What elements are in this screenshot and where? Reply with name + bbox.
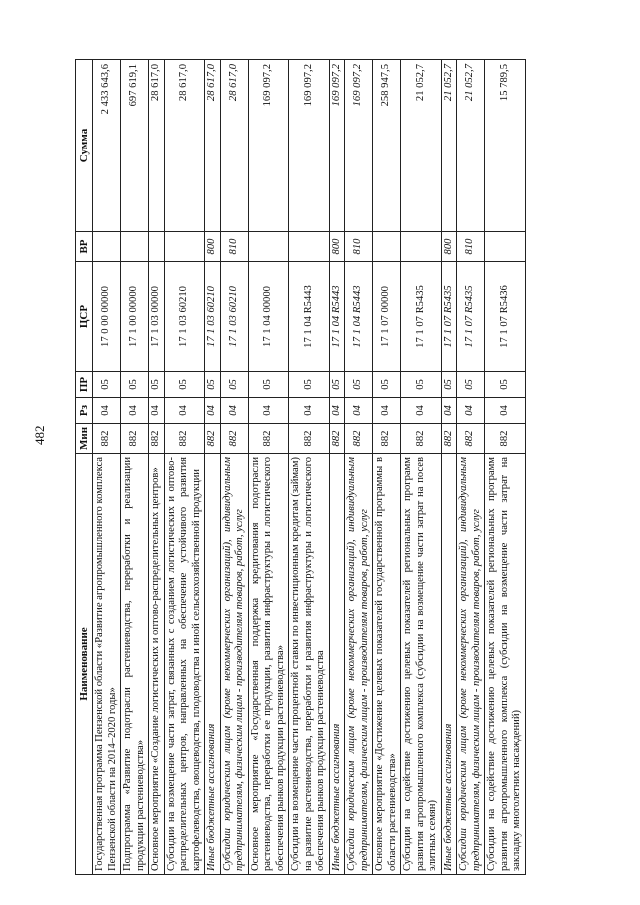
cell-min: 882 <box>289 424 330 454</box>
table-row <box>401 60 442 875</box>
table-row <box>289 60 330 875</box>
cell-csr: 17 1 03 60210 <box>205 262 221 372</box>
header-sum: Сумма <box>76 60 93 232</box>
cell-vr <box>93 232 121 262</box>
cell-sum: 21 052,7 <box>441 60 457 232</box>
cell-vr <box>373 232 401 262</box>
cell-name: Субсидии на содействие достижению целевых показателей региональных программ развития агропромышленного комплекса (субсидии на возмещение части затрат на закладку многолетних насаждений) <box>485 454 526 875</box>
cell-name: Государственная программа Пензенской области «Развитие агропромышленного комплекса Пензенской области на 2014–2020 годы» <box>93 454 121 875</box>
cell-csr: 17 1 04 00000 <box>248 262 289 372</box>
cell-sum: 697 619,1 <box>121 60 149 232</box>
cell-csr: 17 1 07 R5435 <box>457 262 485 372</box>
cell-pr: 05 <box>401 372 442 398</box>
cell-pr: 05 <box>345 372 373 398</box>
table-row <box>329 60 345 875</box>
cell-vr: 800 <box>441 232 457 262</box>
cell-name: Субсидии на возмещение части процентной ставки по инвестиционным кредитам (займам) на развитие растениеводства, переработки и развития инфраструктуры и логистического обеспечения рынков продукции растениеводства <box>289 454 330 875</box>
cell-min: 882 <box>220 424 248 454</box>
cell-pr: 05 <box>373 372 401 398</box>
cell-csr: 17 1 03 60210 <box>164 262 205 372</box>
table-row <box>164 60 205 875</box>
rotated-table-container <box>75 60 580 875</box>
cell-min: 882 <box>149 424 165 454</box>
cell-rz: 04 <box>373 398 401 424</box>
cell-rz: 04 <box>329 398 345 424</box>
cell-csr: 17 1 03 60210 <box>220 262 248 372</box>
cell-pr: 05 <box>164 372 205 398</box>
cell-vr: 810 <box>345 232 373 262</box>
header-min: Мин <box>76 424 93 454</box>
cell-pr: 05 <box>149 372 165 398</box>
cell-pr: 05 <box>457 372 485 398</box>
cell-vr <box>164 232 205 262</box>
cell-sum: 21 052,7 <box>457 60 485 232</box>
cell-rz: 04 <box>149 398 165 424</box>
cell-sum: 258 947,5 <box>373 60 401 232</box>
cell-pr: 05 <box>220 372 248 398</box>
table-row <box>220 60 248 875</box>
cell-vr: 800 <box>205 232 221 262</box>
cell-rz: 04 <box>205 398 221 424</box>
table-row <box>248 60 289 875</box>
cell-pr: 05 <box>329 372 345 398</box>
cell-sum: 2 433 643,6 <box>93 60 121 232</box>
cell-sum: 169 097,2 <box>248 60 289 232</box>
cell-rz: 04 <box>248 398 289 424</box>
table-row <box>149 60 165 875</box>
cell-rz: 04 <box>345 398 373 424</box>
cell-name: Субсидии юридическим лицам (кроме некоммерческих организаций), индивидуальным предпринимателям, физическим лицам - производителям товаров, работ, услуг <box>345 454 373 875</box>
cell-csr: 17 1 07 R5436 <box>485 262 526 372</box>
table-row <box>93 60 121 875</box>
cell-vr: 810 <box>220 232 248 262</box>
header-pr: ПР <box>76 372 93 398</box>
cell-name: Субсидии юридическим лицам (кроме некоммерческих организаций), индивидуальным предпринимателям, физическим лицам - производителям товаров, работ, услуг <box>457 454 485 875</box>
cell-min: 882 <box>345 424 373 454</box>
cell-name: Основное мероприятие «Достижение целевых показателей государственной программы в области растениеводства» <box>373 454 401 875</box>
cell-csr: 17 1 04 R5443 <box>329 262 345 372</box>
header-name: Наименование <box>76 454 93 875</box>
page-number: 482 <box>32 425 47 445</box>
cell-csr: 17 1 04 R5443 <box>289 262 330 372</box>
cell-sum: 28 617,0 <box>164 60 205 232</box>
cell-rz: 04 <box>441 398 457 424</box>
cell-rz: 04 <box>457 398 485 424</box>
budget-table <box>75 59 526 875</box>
cell-csr: 17 1 07 R5435 <box>401 262 442 372</box>
header-vr: ВР <box>76 232 93 262</box>
cell-min: 882 <box>485 424 526 454</box>
cell-pr: 05 <box>485 372 526 398</box>
cell-name: Основное мероприятие «Государственная поддержка кредитования подотрасли растениеводства, переработки ее продукции, развития инфраструктуры и логистического обеспечения рынков продукции растениеводства» <box>248 454 289 875</box>
cell-vr <box>121 232 149 262</box>
cell-vr <box>248 232 289 262</box>
cell-min: 882 <box>373 424 401 454</box>
cell-min: 882 <box>401 424 442 454</box>
cell-name: Подпрограмма «Развитие подотрасли растениеводства, переработки и реализации продукции растениеводства» <box>121 454 149 875</box>
cell-rz: 04 <box>401 398 442 424</box>
cell-rz: 04 <box>220 398 248 424</box>
cell-csr: 17 0 00 00000 <box>93 262 121 372</box>
cell-pr: 05 <box>441 372 457 398</box>
cell-rz: 04 <box>93 398 121 424</box>
cell-vr <box>485 232 526 262</box>
cell-rz: 04 <box>485 398 526 424</box>
header-csr: ЦСР <box>76 262 93 372</box>
cell-name: Иные бюджетные ассигнования <box>205 454 221 875</box>
cell-min: 882 <box>205 424 221 454</box>
cell-pr: 05 <box>121 372 149 398</box>
cell-sum: 21 052,7 <box>401 60 442 232</box>
cell-name: Субсидии на возмещение части затрат, связанных с созданием логистических и оптово-распределительных центров, направленных на обеспечение устойчивого развития картофелеводства, овощеводства, плодоводства и иной сельскохозяйственной продукции <box>164 454 205 875</box>
cell-sum: 28 617,0 <box>205 60 221 232</box>
table-header-row <box>76 60 93 875</box>
cell-sum: 169 097,2 <box>345 60 373 232</box>
table-row <box>485 60 526 875</box>
cell-name: Субсидии юридическим лицам (кроме некоммерческих организаций), индивидуальным предпринимателям, физическим лицам - производителям товаров, работ, услуг <box>220 454 248 875</box>
cell-vr <box>401 232 442 262</box>
cell-pr: 05 <box>93 372 121 398</box>
cell-name: Иные бюджетные ассигнования <box>441 454 457 875</box>
cell-pr: 05 <box>205 372 221 398</box>
cell-rz: 04 <box>289 398 330 424</box>
cell-min: 882 <box>457 424 485 454</box>
cell-rz: 04 <box>121 398 149 424</box>
cell-csr: 17 1 00 00000 <box>121 262 149 372</box>
cell-min: 882 <box>93 424 121 454</box>
cell-sum: 28 617,0 <box>149 60 165 232</box>
cell-pr: 05 <box>289 372 330 398</box>
cell-min: 882 <box>164 424 205 454</box>
cell-name: Субсидии на содействие достижению целевых показателей региональных программ развития агропромышленного комплекса (субсидии на возмещение части затрат на посев элитных семян) <box>401 454 442 875</box>
cell-vr <box>289 232 330 262</box>
table-row <box>373 60 401 875</box>
table-row <box>205 60 221 875</box>
cell-name: Основное мероприятие «Создание логистических и оптово-распределительных центров» <box>149 454 165 875</box>
cell-min: 882 <box>329 424 345 454</box>
cell-pr: 05 <box>248 372 289 398</box>
cell-min: 882 <box>441 424 457 454</box>
cell-min: 882 <box>121 424 149 454</box>
cell-sum: 15 789,5 <box>485 60 526 232</box>
table-row <box>345 60 373 875</box>
table-row <box>457 60 485 875</box>
cell-name: Иные бюджетные ассигнования <box>329 454 345 875</box>
header-rz: Рз <box>76 398 93 424</box>
cell-sum: 169 097,2 <box>289 60 330 232</box>
table-row <box>441 60 457 875</box>
cell-sum: 28 617,0 <box>220 60 248 232</box>
cell-csr: 17 1 07 R5435 <box>441 262 457 372</box>
table-row <box>121 60 149 875</box>
cell-csr: 17 1 07 00000 <box>373 262 401 372</box>
table-body <box>93 60 526 875</box>
cell-min: 882 <box>248 424 289 454</box>
cell-csr: 17 1 04 R5443 <box>345 262 373 372</box>
cell-csr: 17 1 03 00000 <box>149 262 165 372</box>
cell-vr: 800 <box>329 232 345 262</box>
cell-rz: 04 <box>164 398 205 424</box>
cell-sum: 169 097,2 <box>329 60 345 232</box>
cell-vr <box>149 232 165 262</box>
cell-vr: 810 <box>457 232 485 262</box>
